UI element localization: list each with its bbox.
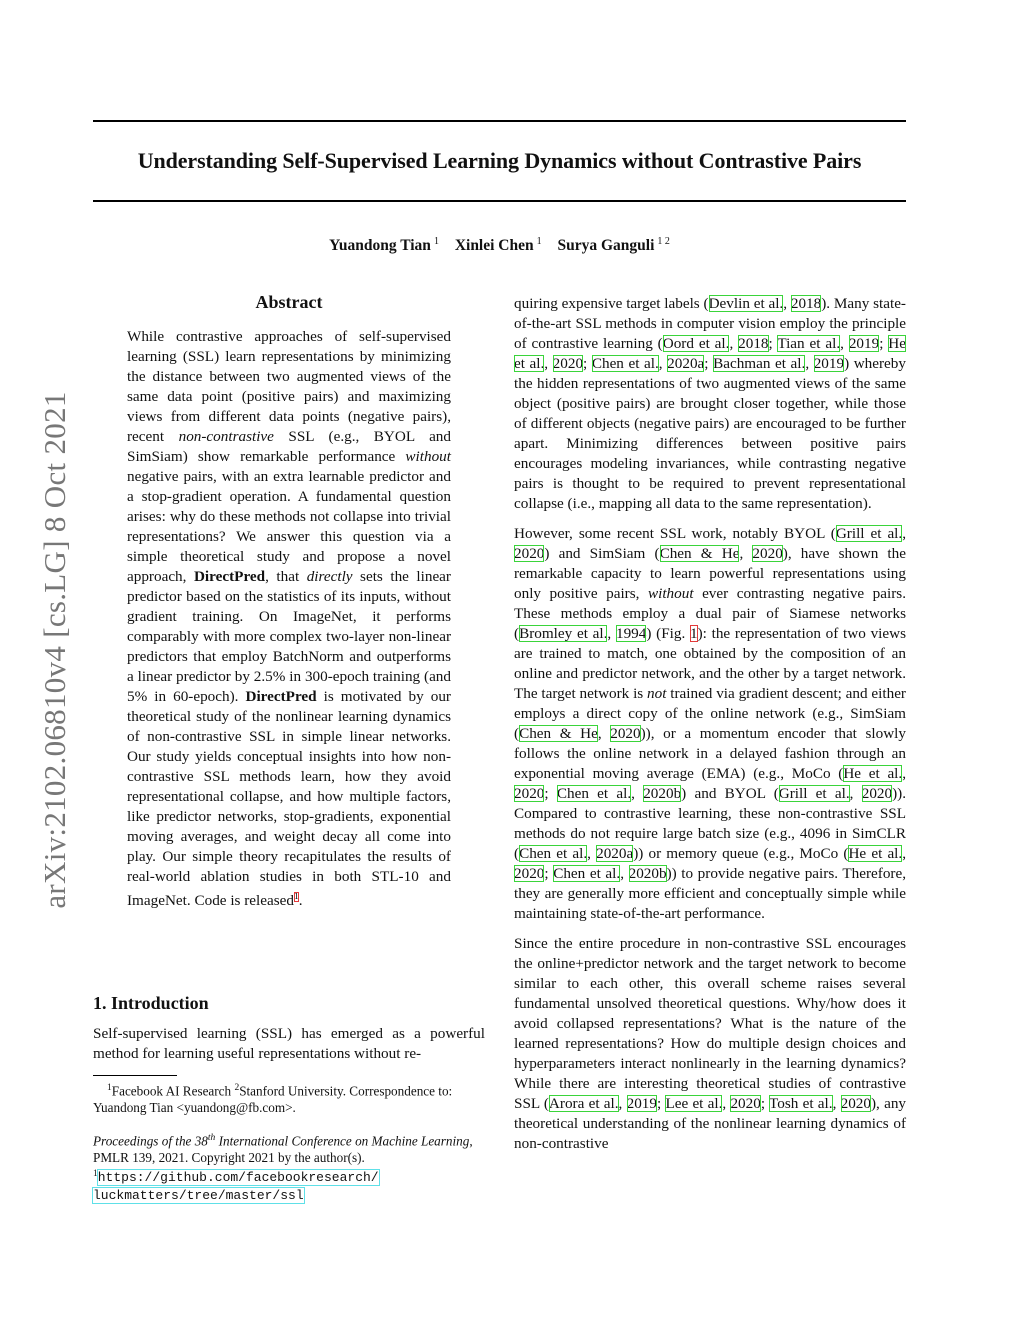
footnote-mark: 1 [107,1083,112,1093]
proceedings-text: Proceedings of the [93,1133,195,1149]
body-text: , [783,295,791,312]
body-text: ; [656,1095,666,1112]
abstract-text: While contrastive approaches of self-supervised learning (SSL) learn representations by minimizing the distance between two augmented views of the same data point (positive pairs) and maximizing views from different data points (negative pairs), recent [127,328,451,445]
footnote-mark: 2 [234,1083,240,1093]
paragraph [514,294,906,514]
introduction-continued [514,294,906,1164]
introduction-text [93,1024,485,1064]
abstract-text: is motivated by our theoretical study of the nonlinear learning dynamics of non-contrastive SSL in simple linear networks. Our study yields conceptual insights into how non-contrastive SSL methods learn, how they avoid representational collapse, and how multiple factors, like predictor networks, stop-gradients, exponential moving averages, and weight decay all come into play. Our simple theory recapitulates the results of real-world ablation studies in both STL-10 and ImageNet. Code is released [127,688,451,910]
body-text: , [902,845,906,862]
citation-link[interactable]: Grill et al. [835,525,903,542]
footnote-link[interactable]: 1 [294,892,299,902]
citation-link[interactable]: Chen et al. [519,845,588,862]
abstract-text: , that [265,568,307,585]
author-affiliation: 1 2 [657,236,670,247]
footnote-mark: 1 [93,1169,98,1179]
body-text: ; [879,335,889,352]
citation-link[interactable]: 2020 [840,1095,871,1112]
body-text: , [849,785,862,802]
citation-link[interactable]: 2019 [813,355,845,372]
citation-link[interactable]: 2018 [738,335,769,352]
citation-link[interactable]: 2020b [628,865,667,882]
citation-link[interactable]: Chen & He [519,725,598,742]
figure-reference-link[interactable]: 1 [690,625,698,642]
body-text: , [631,785,644,802]
paper-title: Understanding Self-Supervised Learning Dynamics without Contrastive Pairs [137,148,862,173]
citation-link[interactable]: 2018 [790,295,822,312]
section-heading-introduction: 1. Introduction [93,993,209,1013]
body-text: ) and BYOL ( [681,785,779,802]
body-text: trained via gradient descent; and either employs a direct copy of the online network (e.g., SimSiam ( [514,685,906,742]
citation-link[interactable]: Lee et al. [665,1095,723,1112]
abstract-text: negative pairs, with an extra learnable predictor and a stop-gradient operation. A fundamental question arises: why do these methods not collapse into trivial representations? We answer this question via a simple theoretical study and propose a novel approach, [127,468,451,585]
proceedings-number: 38 [194,1133,208,1149]
emphasis-text: not [647,685,667,702]
body-text: quiring expensive target labels ( [514,295,709,312]
citation-link[interactable]: 2020a [596,845,634,862]
body-text: )) to provide negative pairs. Therefore, they are generally more efficient and conceptually simple while maintaining state-of-the-art performance. [514,865,907,922]
abstract-text: . [298,892,303,910]
body-text: ) (Fig. [646,625,690,642]
body-text: ; [768,335,778,352]
body-text: ; [704,355,714,372]
body-text: However, some recent SSL work, notably BYOL ( [514,525,836,542]
code-url-footnote [93,1166,485,1204]
author-name: Xinlei Chen [454,237,534,255]
body-text: , [597,725,611,742]
url-line[interactable]: https://github.com/facebookresearch/ [97,1170,379,1186]
footnote-rule [93,1075,177,1076]
citation-link[interactable]: Devlin et al. [708,295,784,312]
body-text: )) or memory queue (e.g., MoCo ( [633,845,849,862]
body-text: , [902,525,906,542]
title-rule-top [93,120,906,122]
abstract-text: SSL (e.g., BYOL and SimSiam) show remarkable performance [127,428,451,465]
citation-link[interactable]: Bromley et al. [519,625,608,642]
url-line[interactable]: luckmatters/tree/master/ssl [93,1188,304,1204]
citation-link[interactable]: He et al. [514,335,907,372]
citation-link[interactable]: Chen et al. [591,355,659,372]
citation-link[interactable]: Tian et al. [777,335,841,352]
citation-link[interactable]: He et al. [843,765,903,782]
citation-link[interactable]: 2020 [861,785,893,802]
citation-link[interactable]: 2020 [514,865,545,882]
author-name: Surya Ganguli [557,237,655,255]
footnote-text: Stanford University. Correspondence to: Yuandong Tian <yuandong@fb.com>. [93,1083,453,1116]
citation-link[interactable]: Grill et al. [778,785,850,802]
abstract-heading: Abstract [255,292,323,312]
body-text: )), or a momentum encoder that slowly follows the online network in a delayed fashion through an exponential moving average (EMA) (e.g., MoCo ( [514,725,906,782]
abstract-emphasis: directly [306,568,353,585]
body-text: ), any theoretical understanding of the nonlinear learning dynamics of non-contrastive [514,1095,907,1152]
citation-link[interactable]: Bachman et al. [713,355,806,372]
footnote-text: Facebook AI Research [111,1083,235,1099]
body-text: , [544,355,553,372]
citation-link[interactable]: 2019 [848,335,880,352]
body-text: Since the entire procedure in non-contrastive SSL encourages the online+predictor network and the target network to become similar to each other, this overall scheme raises several fundamental unsolved theoretical questions. Why/how does it avoid collapsed representations? What is the nature of the learned representations? How do multiple design choices and hyperparameters interact nonlinearly in the learning dynamics? While there are interesting theoretical studies of contrastive SSL ( [514,935,906,1112]
body-text: ; [544,785,557,802]
body-text: , [832,1095,841,1112]
paragraph [514,934,906,1154]
paragraph: Self-supervised learning (SSL) has emerged as a powerful method for learning useful representations without re- [93,1025,485,1062]
body-text: , [902,765,906,782]
citation-link[interactable]: Chen & He [659,545,740,562]
title-rule-bottom [93,200,906,202]
citation-link[interactable]: 2020 [514,785,545,802]
body-text: , [739,545,753,562]
body-text: ) and SimSiam ( [544,545,660,562]
author-affiliation: 1 [536,236,542,247]
arxiv-identifier: arXiv:2102.06810v4 [cs.LG] 8 Oct 2021 [37,391,72,909]
body-text: ever contrasting negative pairs. These methods employ a dual pair of Siamese networks ( [514,585,906,642]
abstract-text: sets the linear predictor based on the statistics of its inputs, without gradient training. On ImageNet, it performs comparably with more complex two-layer non-linear predictors that employ BatchNorm and outperforms a linear predictor by 2.5% in 300-epoch training (and 5% in 60-epoch). [127,568,451,705]
citation-link[interactable]: 1994 [615,625,647,642]
citation-link[interactable]: Chen et al. [556,785,632,802]
body-text: , [587,845,597,862]
code-url-link[interactable] [93,1170,379,1203]
body-text: , [620,865,629,882]
body-text: )). Compared to contrastive learning, these non-contrastive SSL methods do not require large batch size (e.g., 4096 in SimCLR ( [514,785,907,862]
emphasis-text: without [647,585,694,602]
body-text: , [658,355,668,372]
proceedings-note [93,1130,485,1166]
body-text: , [729,335,739,352]
proceedings-text: , PMLR 139, 2021. Copyright 2021 by the author(s). [93,1133,473,1166]
author-affiliation: 1 [433,236,439,247]
method-name: DirectPred [245,688,317,705]
citation-link[interactable]: 2020 [552,355,584,372]
citation-link[interactable]: 2020 [610,725,641,742]
author-name: Yuandong Tian [329,237,431,255]
body-text: ; [544,865,554,882]
body-text: , [805,355,814,372]
citation-link[interactable]: Arora et al. [548,1095,619,1112]
body-text: , [722,1095,731,1112]
body-text: ). Many state-of-the-art SSL methods in computer vision employ the principle of contrastive learning ( [514,295,906,352]
citation-link[interactable]: 2019 [626,1095,657,1112]
citation-link[interactable]: 2020a [667,355,705,372]
body-text: ): the representation of two views are trained to match, one obtained by the composition of an online and predictor network, and the other by a target network. The target network is [514,625,907,702]
body-text: , [618,1095,627,1112]
citation-link[interactable]: 2020 [514,545,545,562]
proceedings-suffix: th [207,1133,216,1143]
body-text: ) whereby the hidden representations of two augmented views of the same object (positive pairs) are brought closer together, while those of different objects (negative pairs) are encouraged to be further apart. Minimizing differences between positive pairs encourages modeling invariances, while contrasting negative pairs is thought to be required to prevent representational collapse (i.e., mapping all data to the same representation). [514,355,906,512]
citation-link[interactable]: Tosh et al. [769,1095,833,1112]
body-text: ; [583,355,592,372]
citation-link[interactable]: Chen et al. [553,865,621,882]
abstract-body [127,327,451,911]
body-text: , [607,625,616,642]
body-text: , [840,335,849,352]
author-list [93,236,906,255]
body-text: ; [760,1095,770,1112]
affiliation-footnote [93,1080,485,1116]
body-text: ), have shown the remarkable capacity to learn powerful representations using only positive pairs, [514,545,906,602]
method-name: DirectPred [193,568,266,585]
citation-link[interactable]: Oord et al. [662,335,730,352]
abstract-emphasis: non-contrastive [178,428,274,445]
citation-link[interactable]: 2020b [643,785,682,802]
proceedings-text: International Conference on Machine Learning [215,1133,470,1149]
paragraph [514,524,906,924]
abstract-emphasis: without [405,448,451,465]
citation-link[interactable]: 2020 [752,545,783,562]
citation-link[interactable]: He et al. [848,845,903,862]
citation-link[interactable]: 2020 [730,1095,761,1112]
